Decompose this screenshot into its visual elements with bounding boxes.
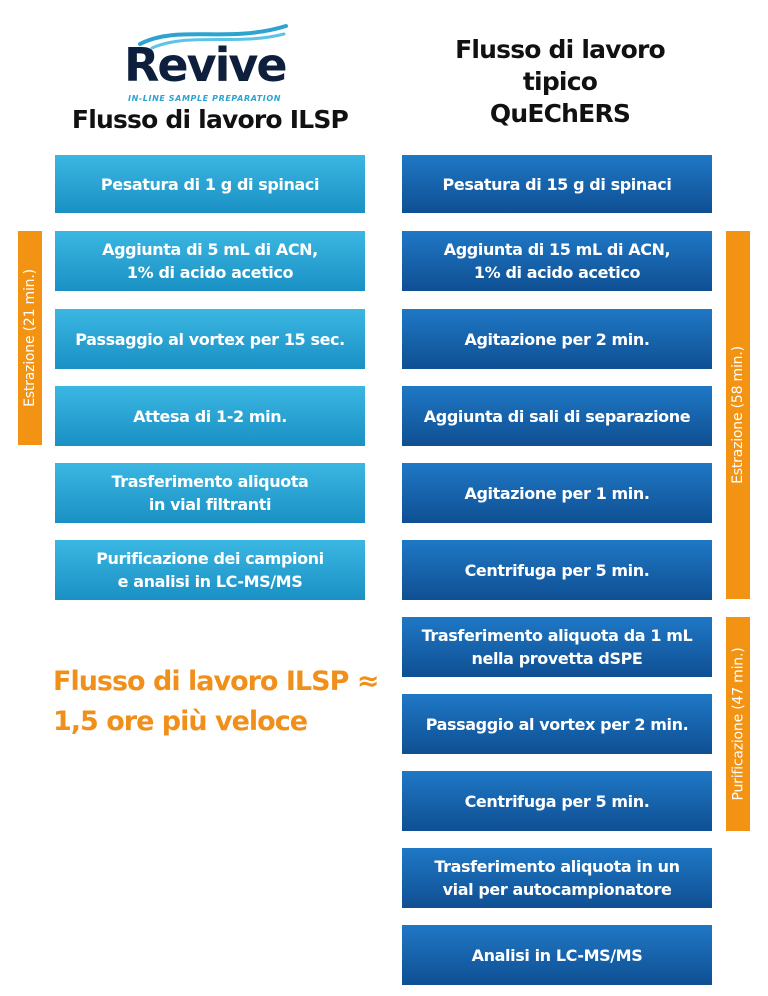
speed-comparison-callout bbox=[53, 662, 393, 742]
logo-tagline: IN-LINE SAMPLE PREPARATION bbox=[128, 94, 282, 103]
quechers-step: Agitazione per 1 min. bbox=[402, 463, 712, 523]
quechers-step: Passaggio al vortex per 2 min. bbox=[402, 694, 712, 754]
quechers-purification-bracket bbox=[726, 617, 750, 831]
quechers-workflow-title: Flusso di lavoro tipico QuEChERS bbox=[455, 35, 665, 128]
quechers-extraction-label: Estrazione (58 min.) bbox=[730, 346, 746, 484]
callout-line-1: Flusso di lavoro ILSP ≈ bbox=[53, 666, 379, 697]
ilsp-step: Attesa di 1-2 min. bbox=[55, 386, 365, 446]
callout-line-2: 1,5 ore più veloce bbox=[53, 706, 308, 737]
ilsp-step: Trasferimento aliquota in vial filtranti bbox=[55, 463, 365, 523]
quechers-step: Trasferimento aliquota da 1 mL nella provetta dSPE bbox=[402, 617, 712, 677]
revive-logo bbox=[118, 20, 286, 103]
quechers-extraction-bracket bbox=[726, 231, 750, 599]
quechers-step: Centrifuga per 5 min. bbox=[402, 771, 712, 831]
ilsp-step: Aggiunta di 5 mL di ACN, 1% di acido acetico bbox=[55, 231, 365, 291]
ilsp-step: Purificazione dei campioni e analisi in LC-MS/MS bbox=[55, 540, 365, 600]
quechers-step: Aggiunta di 15 mL di ACN, 1% di acido acetico bbox=[402, 231, 712, 291]
quechers-step: Trasferimento aliquota in un vial per autocampionatore bbox=[402, 848, 712, 908]
quechers-step: Centrifuga per 5 min. bbox=[402, 540, 712, 600]
quechers-step: Agitazione per 2 min. bbox=[402, 309, 712, 369]
ilsp-step: Passaggio al vortex per 15 sec. bbox=[55, 309, 365, 369]
ilsp-workflow-title: Flusso di lavoro ILSP bbox=[71, 105, 349, 134]
ilsp-extraction-label: Estrazione (21 min.) bbox=[22, 269, 38, 407]
quechers-step: Aggiunta di sali di separazione bbox=[402, 386, 712, 446]
logo-wordmark: Revive bbox=[124, 38, 286, 92]
ilsp-step: Pesatura di 1 g di spinaci bbox=[55, 155, 365, 213]
quechers-step: Analisi in LC-MS/MS bbox=[402, 925, 712, 985]
ilsp-extraction-bracket bbox=[18, 231, 42, 445]
quechers-purification-label: Purificazione (47 min.) bbox=[730, 647, 746, 801]
quechers-step: Pesatura di 15 g di spinaci bbox=[402, 155, 712, 213]
